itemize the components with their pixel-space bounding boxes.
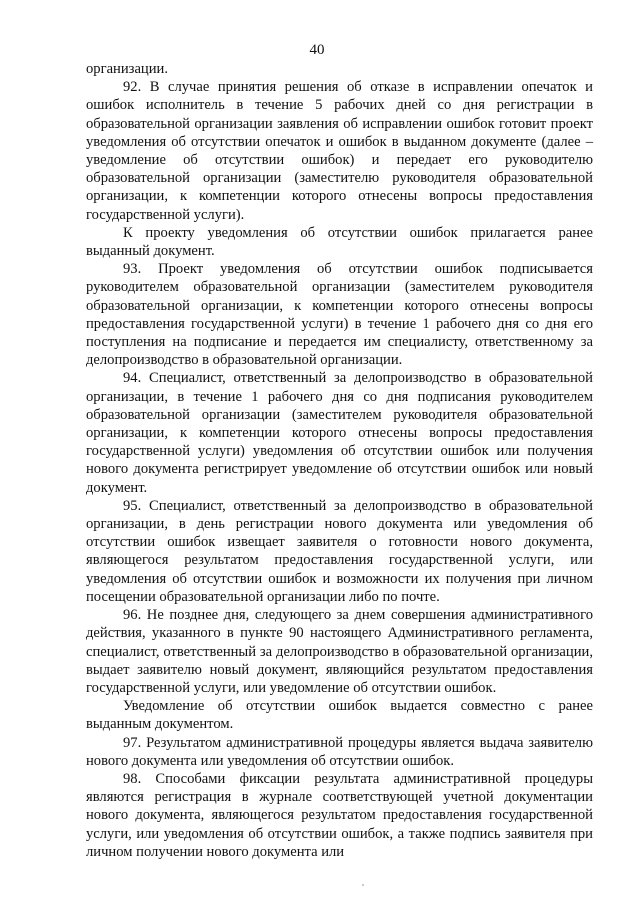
paragraph-97: 97. Результатом административной процедуры является выдача заявителю нового документа или уведомления об отсутствии ошибок.: [86, 734, 593, 769]
paragraph-92-attachment: К проекту уведомления об отсутствии ошибок прилагается ранее выданный документ.: [86, 224, 593, 260]
paragraph-96-notice: Уведомление об отсутствии ошибок выдается совместно с ранее выданным документом.: [86, 698, 593, 733]
document-body: [86, 60, 593, 861]
paragraph-92: 92. В случае принятия решения об отказе в исправлении опечаток и ошибок исполнитель в течение 5 рабочих дней со дня регистрации в образовательной организации заявления об исправлении ошибок готовит проект уведомления об отсутствии опечаток и ошибок в выданном документе (далее – уведомление об отсутствии ошибок) и передает его руководителю образовательной организации (заместителю руководителя образовательной организации, к компетенции которого отнесены вопросы предоставления государственной услуги).: [86, 79, 593, 223]
paragraph-98: 98. Способами фиксации результата административной процедуры являются регистрация в журнале соответствующей учетной документации нового документа, являющегося результатом предоставления государственной услуги, или уведомления об отсутствии ошибок, а также подпись заявителя при личном получении нового документа или: [86, 770, 593, 860]
paragraph-95: 95. Специалист, ответственный за делопроизводство в образовательной организации, в день регистрации нового документа или уведомления об отсутствии ошибок извещает заявителя о готовности нового документа, являющегося результатом предоставления государственной услуги, или уведомления об отсутствии ошибок и возможности их получения при личном посещении образовательной организации либо по почте.: [86, 497, 593, 605]
paragraph-continuation: организации.: [86, 61, 168, 77]
paragraph-93: 93. Проект уведомления об отсутствии ошибок подписывается руководителем образовательной организации (заместителем руководителя образовательной организации, к компетенции которого отнесены вопросы предоставления государственной услуги) в течение 1 рабочего дня со дня его поступления на подписание и передается им специалисту, ответственному за делопроизводство в образовательной организации.: [86, 261, 593, 369]
paragraph-94: 94. Специалист, ответственный за делопроизводство в образовательной организации, в течение 1 рабочего дня со дня подписания руководителем образовательной организации (заместителем руководителя образовательной организации, к компетенции которого отнесены вопросы предоставления государственной услуги) уведомления об отсутствии ошибок или получения нового документа регистрирует уведомление об отсутствии ошибок или новый документ.: [86, 370, 593, 496]
page-number: 40: [309, 42, 325, 58]
paragraph-96: 96. Не позднее дня, следующего за днем совершения административного действия, указанного в пункте 90 настоящего Административного регламента, специалист, ответственный за делопроизводство в образовательной организации, выдает заявителю новый документ, являющийся результатом предоставления государственной услуги, или уведомление об отсутствии ошибок.: [86, 607, 593, 696]
scan-dot: [362, 884, 364, 886]
